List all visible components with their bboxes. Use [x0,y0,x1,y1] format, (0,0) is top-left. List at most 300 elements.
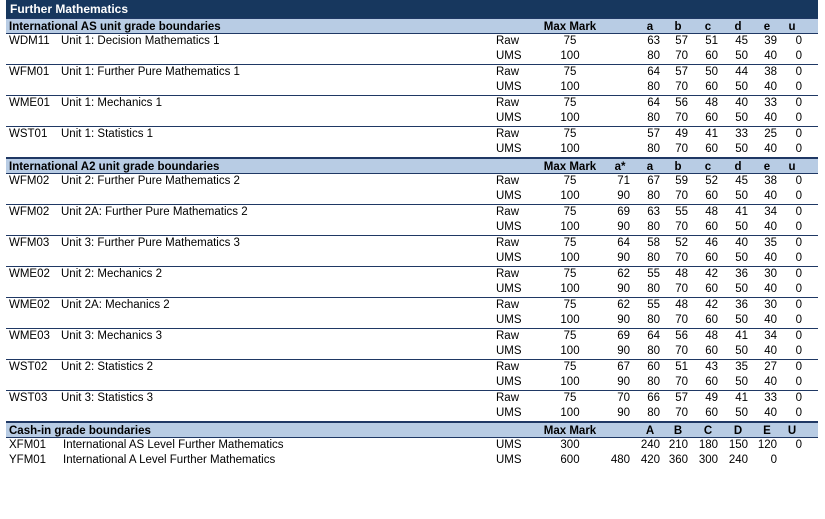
grade-boundary: 240 [728,454,748,466]
unit-block [6,96,818,127]
qualification-code: YFM01 [9,454,47,466]
unit-code: WFM01 [9,66,50,78]
max-mark-header: Max Mark [543,21,597,33]
unit-name: Unit 2: Further Pure Mathematics 2 [61,175,240,187]
grade-boundary: 50 [735,221,748,233]
grade-boundary: 50 [735,50,748,62]
max-mark: 75 [563,175,577,187]
mark-type: Raw [496,35,520,47]
max-mark: 100 [560,252,580,264]
max-mark: 75 [563,392,577,404]
mark-type: UMS [496,143,522,155]
grade-boundary: 34 [764,206,777,218]
grade-boundary: 40 [764,283,777,295]
grade-boundary: 180 [698,439,718,451]
grade-boundary: 40 [735,97,748,109]
unit-code: WST03 [9,392,48,404]
unit-block [6,34,818,65]
grade-boundary: 49 [675,128,688,140]
section-header [6,18,818,34]
grade-boundary: 70 [675,81,688,93]
mark-type: UMS [496,283,522,295]
grade-boundary: 80 [647,407,660,419]
max-mark: 75 [563,268,577,280]
grade-boundary: 71 [617,175,630,187]
mark-type: Raw [496,128,520,140]
ums-row [6,344,818,359]
grade-boundary: 0 [795,237,802,249]
qualification-name: International AS Level Further Mathematics [63,439,284,451]
grade-boundary: 70 [675,283,688,295]
ums-row [6,49,818,64]
grade-boundary: 48 [705,330,718,342]
grade-boundary: 70 [675,252,688,264]
grade-boundary: 69 [617,330,630,342]
grade-boundary: 45 [735,35,748,47]
ums-row [6,142,818,157]
grade-boundary: 50 [735,376,748,388]
raw-row [6,96,818,111]
unit-code: WST02 [9,361,48,373]
section-title: International A2 unit grade boundaries [9,161,220,173]
grade-boundary: 80 [647,252,660,264]
grade-boundary: 0 [795,206,802,218]
grade-boundary: 360 [668,454,688,466]
grade-boundary: 0 [770,454,777,466]
max-mark: 75 [563,206,577,218]
grade-boundary: 40 [764,50,777,62]
grade-boundary: 70 [617,392,630,404]
max-mark: 100 [560,81,580,93]
unit-name: Unit 2A: Mechanics 2 [61,299,170,311]
ums-row [6,189,818,204]
ums-row [6,282,818,297]
max-mark: 100 [560,143,580,155]
grade-boundary: 67 [617,361,630,373]
grade-boundary: 27 [764,361,777,373]
grade-boundary: 60 [705,252,718,264]
mark-type: UMS [496,221,522,233]
max-mark: 100 [560,345,580,357]
grade-boundary: 55 [647,268,660,280]
grade-boundary: 40 [764,190,777,202]
grade-boundary: 50 [735,190,748,202]
grade-boundary: 60 [705,283,718,295]
mark-type: Raw [496,66,520,78]
grade-boundary: 41 [735,206,748,218]
unit-code: WFM02 [9,175,50,187]
max-mark-header: Max Mark [543,425,597,437]
grade-boundary: 67 [647,175,660,187]
grade-header: c [704,21,712,33]
grade-boundary: 80 [647,50,660,62]
grade-boundary: 40 [764,252,777,264]
grade-boundary: 90 [617,345,630,357]
section-title: International AS unit grade boundaries [9,21,221,33]
max-mark: 75 [563,330,577,342]
grade-boundary: 80 [647,112,660,124]
grade-boundary: 48 [705,206,718,218]
grade-boundary: 60 [705,314,718,326]
grade-boundary: 60 [705,345,718,357]
grade-boundary: 80 [647,81,660,93]
grade-boundary: 60 [705,190,718,202]
grade-boundary: 0 [795,50,802,62]
grade-boundary: 62 [617,268,630,280]
unit-block [6,236,818,267]
grade-boundary: 40 [764,345,777,357]
grade-boundary: 480 [610,454,630,466]
grade-boundary: 40 [764,81,777,93]
unit-name: Unit 2: Mechanics 2 [61,268,162,280]
grade-boundary: 25 [764,128,777,140]
mark-type: UMS [496,50,522,62]
mark-type: Raw [496,237,520,249]
unit-code: WME02 [9,299,50,311]
qualification-code: XFM01 [9,439,47,451]
grade-header: e [763,161,771,173]
grade-boundary: 210 [668,439,688,451]
grade-header: u [788,21,796,33]
grade-boundary: 33 [764,392,777,404]
max-mark: 100 [560,112,580,124]
max-mark: 75 [563,97,577,109]
grade-boundary: 40 [764,143,777,155]
grade-header: D [733,425,743,437]
mark-type: UMS [496,252,522,264]
grade-boundary: 0 [795,112,802,124]
grade-boundary: 41 [735,392,748,404]
grade-header: E [763,425,771,437]
grade-boundary: 40 [735,237,748,249]
grade-header: a [646,161,654,173]
grade-boundary: 90 [617,221,630,233]
max-mark: 100 [560,190,580,202]
grade-boundary: 63 [647,206,660,218]
grade-boundary: 0 [795,314,802,326]
grade-boundary: 0 [795,221,802,233]
max-mark: 75 [563,299,577,311]
grade-boundary: 90 [617,252,630,264]
grade-boundary: 0 [795,252,802,264]
unit-name: Unit 2A: Further Pure Mathematics 2 [61,206,248,218]
grade-boundary: 40 [764,407,777,419]
grade-boundary: 38 [764,66,777,78]
grade-header: C [703,425,713,437]
section-header [6,422,818,438]
mark-type: Raw [496,268,520,280]
grade-boundary: 80 [647,314,660,326]
unit-code: WFM03 [9,237,50,249]
raw-row [6,360,818,375]
ums-row [6,375,818,390]
unit-block [6,360,818,391]
grade-boundary: 0 [795,299,802,311]
grade-header: B [673,425,683,437]
grade-boundary: 0 [795,361,802,373]
ums-row [6,251,818,266]
grade-header: b [674,21,682,33]
unit-code: WFM02 [9,206,50,218]
unit-code: WME02 [9,268,50,280]
grade-boundary: 57 [647,128,660,140]
raw-row [6,298,818,313]
grade-boundary: 50 [735,143,748,155]
grade-boundary: 80 [647,345,660,357]
grade-boundary: 48 [675,268,688,280]
grade-boundary: 80 [647,283,660,295]
grade-header: d [734,21,742,33]
mark-type: Raw [496,361,520,373]
grade-boundary: 0 [795,128,802,140]
ums-row [6,406,818,421]
grade-boundary: 63 [647,35,660,47]
raw-row [6,267,818,282]
unit-block [6,205,818,236]
mark-type: UMS [496,81,522,93]
grade-boundary: 0 [795,66,802,78]
grade-boundary: 56 [675,330,688,342]
grade-boundary: 0 [795,330,802,342]
grade-boundary: 60 [705,50,718,62]
raw-row [6,174,818,189]
grade-boundary: 70 [675,143,688,155]
mark-type: UMS [496,407,522,419]
grade-boundary: 0 [795,97,802,109]
grade-boundary: 0 [795,392,802,404]
unit-block [6,65,818,96]
mark-type: UMS [496,439,522,451]
grade-boundary: 52 [675,237,688,249]
grade-boundary: 38 [764,175,777,187]
grade-boundary: 300 [698,454,718,466]
unit-name: Unit 3: Statistics 3 [61,392,154,404]
mark-type: UMS [496,190,522,202]
grade-boundary: 70 [675,345,688,357]
unit-block [6,174,818,205]
grade-boundary: 55 [647,299,660,311]
grade-boundary: 60 [647,361,660,373]
mark-type: UMS [496,376,522,388]
grade-boundary: 42 [705,299,718,311]
raw-row [6,127,818,142]
grade-boundary: 36 [735,299,748,311]
max-mark: 100 [560,50,580,62]
raw-row [6,236,818,251]
grade-header: A [645,425,655,437]
grade-boundary: 55 [675,206,688,218]
grade-boundary: 64 [647,97,660,109]
grade-header: a* [614,161,626,173]
grade-boundary: 33 [764,97,777,109]
grade-boundary: 57 [675,35,688,47]
max-mark: 100 [560,314,580,326]
max-mark-header: Max Mark [543,161,597,173]
raw-row [6,205,818,220]
grade-header: U [787,425,797,437]
unit-code: WDM11 [9,35,50,47]
cashin-row [6,453,818,468]
max-mark: 75 [563,128,577,140]
grade-boundary: 35 [764,237,777,249]
grade-boundary: 69 [617,206,630,218]
grade-boundary: 35 [735,361,748,373]
grade-boundary: 64 [647,66,660,78]
grade-boundary: 90 [617,283,630,295]
mark-type: UMS [496,314,522,326]
grade-boundary: 46 [705,237,718,249]
grade-boundary: 50 [735,81,748,93]
grade-boundary: 120 [757,439,777,451]
unit-code: WST01 [9,128,48,140]
grade-boundary: 58 [647,237,660,249]
grade-boundary: 56 [675,97,688,109]
mark-type: Raw [496,175,520,187]
max-mark: 100 [560,221,580,233]
grade-boundary: 44 [735,66,748,78]
grade-boundary: 50 [735,283,748,295]
grade-boundary: 50 [735,252,748,264]
unit-name: Unit 1: Mechanics 1 [61,97,162,109]
grade-boundary: 70 [675,50,688,62]
unit-name: Unit 3: Further Pure Mathematics 3 [61,237,240,249]
grade-boundary: 42 [705,268,718,280]
grade-header: c [704,161,712,173]
ums-row [6,111,818,126]
grade-boundary: 420 [640,454,660,466]
grade-boundary: 240 [640,439,660,451]
grade-boundary: 0 [795,283,802,295]
grade-boundary: 62 [617,299,630,311]
max-mark: 75 [563,361,577,373]
grade-boundary: 70 [675,314,688,326]
unit-block [6,329,818,360]
mark-type: UMS [496,345,522,357]
grade-header: u [788,161,796,173]
unit-name: Unit 1: Statistics 1 [61,128,154,140]
grade-boundary: 0 [795,376,802,388]
grade-boundary: 70 [675,190,688,202]
grade-boundary: 90 [617,190,630,202]
grade-boundary: 48 [675,299,688,311]
grade-boundary: 60 [705,376,718,388]
grade-boundary: 70 [675,112,688,124]
max-mark: 75 [563,237,577,249]
grade-boundary: 0 [795,175,802,187]
grade-boundary: 0 [795,143,802,155]
max-mark: 75 [563,35,577,47]
grade-boundary: 60 [705,221,718,233]
grade-boundary: 40 [764,314,777,326]
grade-boundary: 49 [705,392,718,404]
grade-boundary: 80 [647,376,660,388]
max-mark: 75 [563,66,577,78]
grade-boundary: 45 [735,175,748,187]
grade-boundary: 51 [705,35,718,47]
raw-row [6,391,818,406]
grade-boundary: 40 [764,112,777,124]
unit-code: WME01 [9,97,50,109]
grade-boundary: 60 [705,81,718,93]
max-mark: 100 [560,376,580,388]
grade-boundary: 43 [705,361,718,373]
grade-boundary: 50 [705,66,718,78]
grade-boundary: 39 [764,35,777,47]
grade-boundary: 52 [705,175,718,187]
grade-boundary: 57 [675,392,688,404]
max-mark: 600 [560,454,580,466]
grade-boundary: 150 [728,439,748,451]
unit-code: WME03 [9,330,50,342]
qualification-name: International A Level Further Mathematics [63,454,276,466]
grade-header: d [734,161,742,173]
max-mark: 100 [560,283,580,295]
grade-boundary: 30 [764,268,777,280]
raw-row [6,65,818,80]
grade-boundary: 90 [617,407,630,419]
mark-type: UMS [496,454,522,466]
unit-block [6,298,818,329]
mark-type: Raw [496,97,520,109]
grade-boundary: 50 [735,407,748,419]
grade-boundary: 59 [675,175,688,187]
grade-boundary: 90 [617,314,630,326]
grade-boundary: 70 [675,376,688,388]
mark-type: Raw [496,330,520,342]
grade-boundary: 66 [647,392,660,404]
grade-boundary: 0 [795,81,802,93]
grade-boundary: 33 [735,128,748,140]
grade-boundary: 64 [617,237,630,249]
raw-row [6,34,818,49]
grade-boundary: 41 [735,330,748,342]
grade-boundary: 60 [705,112,718,124]
grade-boundary: 50 [735,345,748,357]
grade-boundary: 30 [764,299,777,311]
grade-boundary: 57 [675,66,688,78]
grade-header: e [763,21,771,33]
grade-boundary: 60 [705,407,718,419]
cashin-row [6,438,818,453]
unit-block [6,127,818,158]
ums-row [6,220,818,235]
grade-boundary: 0 [795,268,802,280]
grade-boundary: 70 [675,221,688,233]
unit-name: Unit 1: Further Pure Mathematics 1 [61,66,240,78]
section-title: Cash-in grade boundaries [9,425,151,437]
unit-name: Unit 1: Decision Mathematics 1 [61,35,220,47]
grade-boundary: 0 [795,190,802,202]
grade-boundary: 51 [675,361,688,373]
ums-row [6,313,818,328]
grade-boundary: 90 [617,376,630,388]
unit-block [6,267,818,298]
mark-type: Raw [496,299,520,311]
grade-boundary: 34 [764,330,777,342]
grade-boundary: 0 [795,439,802,451]
grade-boundaries-page [6,0,818,468]
grade-header: a [646,21,654,33]
section-header [6,158,818,174]
raw-row [6,329,818,344]
grade-boundaries-table [6,18,818,468]
grade-boundary: 50 [735,112,748,124]
grade-boundary: 70 [675,407,688,419]
unit-block [6,391,818,422]
grade-boundary: 0 [795,407,802,419]
ums-row [6,80,818,95]
unit-name: Unit 3: Mechanics 3 [61,330,162,342]
